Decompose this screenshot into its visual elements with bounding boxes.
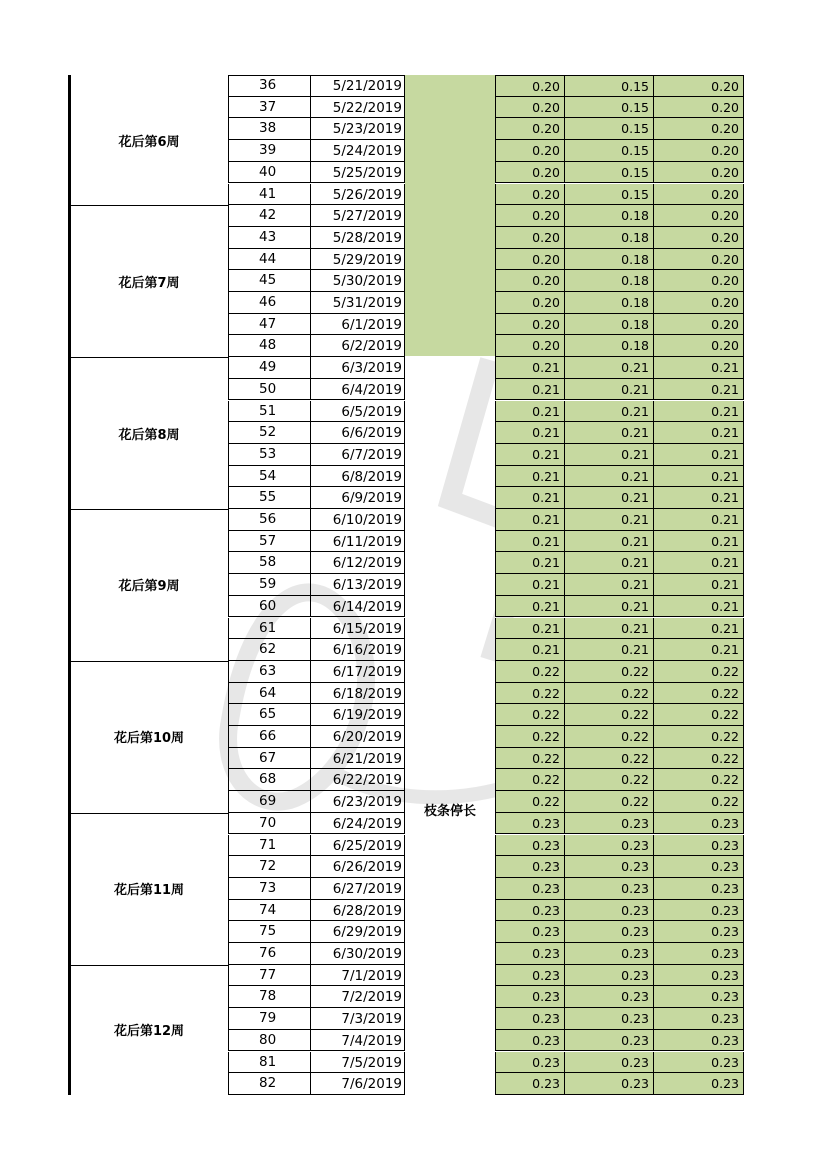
value-cell: 0.20 bbox=[495, 118, 565, 140]
date-cell: 6/22/2019 bbox=[310, 769, 405, 791]
date-cell: 7/4/2019 bbox=[310, 1030, 405, 1052]
value-cell: 0.20 bbox=[654, 249, 744, 271]
day-number: 39 bbox=[228, 140, 310, 162]
day-number: 78 bbox=[228, 986, 310, 1008]
value-cell: 0.21 bbox=[654, 379, 744, 401]
date-cell: 7/6/2019 bbox=[310, 1073, 405, 1095]
value-cell: 0.21 bbox=[654, 596, 744, 618]
value-cell: 0.23 bbox=[565, 921, 654, 943]
day-number: 38 bbox=[228, 118, 310, 140]
value-cell: 0.15 bbox=[565, 118, 654, 140]
day-number: 53 bbox=[228, 444, 310, 466]
day-number: 50 bbox=[228, 379, 310, 401]
value-cell: 0.23 bbox=[495, 943, 565, 965]
day-number: 52 bbox=[228, 422, 310, 444]
value-cell: 0.23 bbox=[495, 1008, 565, 1030]
value-cell: 0.23 bbox=[654, 1030, 744, 1052]
day-number: 74 bbox=[228, 900, 310, 922]
date-cell: 6/28/2019 bbox=[310, 900, 405, 922]
day-number: 40 bbox=[228, 162, 310, 184]
day-number: 54 bbox=[228, 466, 310, 488]
day-number: 79 bbox=[228, 1008, 310, 1030]
table-top-border bbox=[228, 75, 405, 76]
value-cell: 0.21 bbox=[495, 401, 565, 423]
day-number: 73 bbox=[228, 878, 310, 900]
day-number: 72 bbox=[228, 856, 310, 878]
value-cell: 0.23 bbox=[495, 1030, 565, 1052]
date-cell: 6/14/2019 bbox=[310, 596, 405, 618]
value-cell: 0.22 bbox=[654, 683, 744, 705]
value-cell: 0.22 bbox=[495, 769, 565, 791]
value-cell: 0.22 bbox=[565, 769, 654, 791]
value-cell: 0.21 bbox=[495, 596, 565, 618]
date-cell: 5/23/2019 bbox=[310, 118, 405, 140]
value-cell: 0.21 bbox=[565, 639, 654, 661]
value-cell: 0.21 bbox=[495, 466, 565, 488]
day-number: 70 bbox=[228, 813, 310, 835]
value-cell: 0.21 bbox=[654, 401, 744, 423]
value-cell: 0.18 bbox=[565, 314, 654, 336]
day-number: 36 bbox=[228, 75, 310, 97]
week-label: 花后第9周 bbox=[118, 579, 180, 595]
value-cell: 0.23 bbox=[495, 856, 565, 878]
value-cell: 0.21 bbox=[654, 618, 744, 640]
value-cell: 0.23 bbox=[654, 986, 744, 1008]
date-cell: 5/31/2019 bbox=[310, 292, 405, 314]
value-cell: 0.20 bbox=[495, 314, 565, 336]
day-number: 55 bbox=[228, 487, 310, 509]
date-cell: 6/4/2019 bbox=[310, 379, 405, 401]
value-cell: 0.18 bbox=[565, 205, 654, 227]
value-cell: 0.22 bbox=[565, 683, 654, 705]
value-cell: 0.15 bbox=[565, 140, 654, 162]
value-cell: 0.21 bbox=[495, 422, 565, 444]
date-cell: 6/1/2019 bbox=[310, 314, 405, 336]
value-cell: 0.22 bbox=[495, 661, 565, 683]
value-cell: 0.21 bbox=[565, 574, 654, 596]
day-number: 58 bbox=[228, 552, 310, 574]
value-cell: 0.23 bbox=[565, 813, 654, 835]
value-cell: 0.22 bbox=[495, 704, 565, 726]
day-number: 41 bbox=[228, 184, 310, 206]
value-cell: 0.22 bbox=[654, 661, 744, 683]
day-number: 80 bbox=[228, 1030, 310, 1052]
value-cell: 0.21 bbox=[495, 574, 565, 596]
day-number: 42 bbox=[228, 205, 310, 227]
value-cell: 0.21 bbox=[654, 552, 744, 574]
week-label: 花后第12周 bbox=[113, 1024, 185, 1040]
day-number: 76 bbox=[228, 943, 310, 965]
day-number: 59 bbox=[228, 574, 310, 596]
value-cell: 0.23 bbox=[654, 1052, 744, 1074]
date-cell: 6/16/2019 bbox=[310, 639, 405, 661]
value-cell: 0.22 bbox=[495, 748, 565, 770]
day-number: 68 bbox=[228, 769, 310, 791]
value-cell: 0.21 bbox=[565, 444, 654, 466]
value-cell: 0.18 bbox=[565, 227, 654, 249]
value-cell: 0.23 bbox=[654, 921, 744, 943]
value-cell: 0.22 bbox=[565, 748, 654, 770]
value-cell: 0.21 bbox=[565, 466, 654, 488]
value-cell: 0.20 bbox=[654, 292, 744, 314]
value-cell: 0.21 bbox=[654, 444, 744, 466]
value-cell: 0.22 bbox=[565, 661, 654, 683]
value-cell: 0.21 bbox=[565, 596, 654, 618]
value-cell: 0.18 bbox=[565, 292, 654, 314]
value-cell: 0.21 bbox=[565, 509, 654, 531]
value-cell: 0.20 bbox=[495, 227, 565, 249]
value-cell: 0.23 bbox=[495, 813, 565, 835]
date-cell: 5/27/2019 bbox=[310, 205, 405, 227]
date-cell: 6/29/2019 bbox=[310, 921, 405, 943]
value-cell: 0.21 bbox=[495, 379, 565, 401]
value-cell: 0.20 bbox=[654, 184, 744, 206]
date-cell: 6/23/2019 bbox=[310, 791, 405, 813]
value-cell: 0.23 bbox=[654, 965, 744, 987]
value-cell: 0.23 bbox=[654, 878, 744, 900]
value-cell: 0.23 bbox=[654, 943, 744, 965]
date-cell: 7/3/2019 bbox=[310, 1008, 405, 1030]
value-cell: 0.21 bbox=[565, 531, 654, 553]
value-cell: 0.23 bbox=[495, 1052, 565, 1074]
value-cell: 0.21 bbox=[654, 639, 744, 661]
day-number: 71 bbox=[228, 835, 310, 857]
value-cell: 0.22 bbox=[495, 791, 565, 813]
value-cell: 0.18 bbox=[565, 335, 654, 357]
day-number: 69 bbox=[228, 791, 310, 813]
value-cell: 0.21 bbox=[565, 618, 654, 640]
left-border bbox=[68, 75, 71, 1095]
value-cell: 0.20 bbox=[654, 97, 744, 119]
value-cell: 0.23 bbox=[565, 986, 654, 1008]
day-number: 60 bbox=[228, 596, 310, 618]
date-cell: 7/5/2019 bbox=[310, 1052, 405, 1074]
date-cell: 5/24/2019 bbox=[310, 140, 405, 162]
value-cell: 0.23 bbox=[654, 856, 744, 878]
value-cell: 0.20 bbox=[495, 249, 565, 271]
value-cell: 0.21 bbox=[654, 509, 744, 531]
value-cell: 0.21 bbox=[495, 357, 565, 379]
week-label: 花后第11周 bbox=[113, 883, 185, 899]
value-cell: 0.23 bbox=[654, 1008, 744, 1030]
value-cell: 0.20 bbox=[495, 270, 565, 292]
value-cell: 0.20 bbox=[654, 335, 744, 357]
date-cell: 6/17/2019 bbox=[310, 661, 405, 683]
value-cell: 0.23 bbox=[495, 1073, 565, 1095]
date-cell: 6/27/2019 bbox=[310, 878, 405, 900]
day-number: 37 bbox=[228, 97, 310, 119]
day-number: 44 bbox=[228, 249, 310, 271]
value-cell: 0.18 bbox=[565, 270, 654, 292]
date-cell: 7/1/2019 bbox=[310, 965, 405, 987]
date-cell: 6/13/2019 bbox=[310, 574, 405, 596]
value-cell: 0.23 bbox=[565, 900, 654, 922]
date-cell: 5/25/2019 bbox=[310, 162, 405, 184]
day-number: 57 bbox=[228, 531, 310, 553]
value-cell: 0.21 bbox=[565, 357, 654, 379]
value-cell: 0.23 bbox=[495, 878, 565, 900]
day-number: 56 bbox=[228, 509, 310, 531]
date-cell: 6/10/2019 bbox=[310, 509, 405, 531]
value-cell: 0.21 bbox=[495, 509, 565, 531]
value-cell: 0.21 bbox=[565, 379, 654, 401]
day-number: 64 bbox=[228, 683, 310, 705]
value-cell: 0.20 bbox=[654, 205, 744, 227]
week-label: 花后第8周 bbox=[118, 427, 180, 443]
date-cell: 6/20/2019 bbox=[310, 726, 405, 748]
value-cell: 0.20 bbox=[495, 97, 565, 119]
day-number: 61 bbox=[228, 618, 310, 640]
value-cell: 0.23 bbox=[654, 1073, 744, 1095]
stage-label: 枝条停长 bbox=[423, 804, 476, 819]
day-number: 67 bbox=[228, 748, 310, 770]
day-number: 81 bbox=[228, 1052, 310, 1074]
date-cell: 6/25/2019 bbox=[310, 835, 405, 857]
date-cell: 6/2/2019 bbox=[310, 335, 405, 357]
stage-highlight bbox=[405, 75, 495, 356]
date-cell: 6/26/2019 bbox=[310, 856, 405, 878]
date-cell: 6/3/2019 bbox=[310, 357, 405, 379]
day-number: 45 bbox=[228, 270, 310, 292]
value-cell: 0.21 bbox=[565, 487, 654, 509]
value-cell: 0.20 bbox=[495, 205, 565, 227]
value-cell: 0.23 bbox=[495, 835, 565, 857]
value-cell: 0.23 bbox=[495, 900, 565, 922]
value-cell: 0.20 bbox=[654, 162, 744, 184]
date-cell: 5/30/2019 bbox=[310, 270, 405, 292]
value-cell: 0.21 bbox=[654, 487, 744, 509]
date-cell: 5/21/2019 bbox=[310, 75, 405, 97]
date-cell: 5/26/2019 bbox=[310, 184, 405, 206]
value-cell: 0.23 bbox=[495, 921, 565, 943]
day-number: 51 bbox=[228, 401, 310, 423]
value-cell: 0.23 bbox=[654, 900, 744, 922]
value-cell: 0.20 bbox=[495, 162, 565, 184]
value-cell: 0.23 bbox=[565, 1073, 654, 1095]
day-number: 47 bbox=[228, 314, 310, 336]
value-cell: 0.20 bbox=[495, 292, 565, 314]
value-cell: 0.21 bbox=[565, 422, 654, 444]
value-cell: 0.22 bbox=[495, 683, 565, 705]
value-cell: 0.20 bbox=[654, 75, 744, 97]
day-number: 48 bbox=[228, 335, 310, 357]
value-cell: 0.23 bbox=[565, 1008, 654, 1030]
value-cell: 0.23 bbox=[565, 835, 654, 857]
value-cell: 0.20 bbox=[495, 140, 565, 162]
date-cell: 6/11/2019 bbox=[310, 531, 405, 553]
value-cell: 0.20 bbox=[654, 314, 744, 336]
date-cell: 6/5/2019 bbox=[310, 401, 405, 423]
value-cell: 0.22 bbox=[565, 704, 654, 726]
value-cell: 0.22 bbox=[654, 769, 744, 791]
date-cell: 7/2/2019 bbox=[310, 986, 405, 1008]
value-cell: 0.23 bbox=[495, 986, 565, 1008]
day-number: 75 bbox=[228, 921, 310, 943]
value-cell: 0.18 bbox=[565, 249, 654, 271]
value-cell: 0.21 bbox=[654, 574, 744, 596]
date-cell: 5/28/2019 bbox=[310, 227, 405, 249]
value-cell: 0.23 bbox=[654, 835, 744, 857]
day-number: 77 bbox=[228, 965, 310, 987]
value-cell: 0.21 bbox=[495, 531, 565, 553]
value-cell: 0.22 bbox=[654, 704, 744, 726]
value-cell: 0.20 bbox=[654, 140, 744, 162]
date-cell: 6/15/2019 bbox=[310, 618, 405, 640]
date-cell: 6/19/2019 bbox=[310, 704, 405, 726]
week-label: 花后第6周 bbox=[118, 134, 180, 150]
value-cell: 0.15 bbox=[565, 162, 654, 184]
value-cell: 0.21 bbox=[495, 552, 565, 574]
value-cell: 0.20 bbox=[495, 184, 565, 206]
date-cell: 5/29/2019 bbox=[310, 249, 405, 271]
day-number: 63 bbox=[228, 661, 310, 683]
value-cell: 0.21 bbox=[495, 639, 565, 661]
day-number: 65 bbox=[228, 704, 310, 726]
value-cell: 0.23 bbox=[565, 856, 654, 878]
value-cell: 0.20 bbox=[495, 75, 565, 97]
value-cell: 0.21 bbox=[654, 357, 744, 379]
date-cell: 5/22/2019 bbox=[310, 97, 405, 119]
week-label: 花后第7周 bbox=[118, 275, 180, 291]
value-cell: 0.22 bbox=[565, 791, 654, 813]
value-cell: 0.21 bbox=[565, 401, 654, 423]
value-cell: 0.15 bbox=[565, 184, 654, 206]
date-cell: 6/6/2019 bbox=[310, 422, 405, 444]
value-cell: 0.23 bbox=[565, 1030, 654, 1052]
value-cell: 0.23 bbox=[565, 965, 654, 987]
value-cell: 0.22 bbox=[495, 726, 565, 748]
day-number: 62 bbox=[228, 639, 310, 661]
value-cell: 0.22 bbox=[654, 791, 744, 813]
value-cell: 0.20 bbox=[495, 335, 565, 357]
value-cell: 0.15 bbox=[565, 97, 654, 119]
value-cell: 0.15 bbox=[565, 75, 654, 97]
value-cell: 0.23 bbox=[654, 813, 744, 835]
value-cell: 0.23 bbox=[495, 965, 565, 987]
day-number: 46 bbox=[228, 292, 310, 314]
value-cell: 0.20 bbox=[654, 118, 744, 140]
value-cell: 0.21 bbox=[495, 444, 565, 466]
value-cell: 0.20 bbox=[654, 270, 744, 292]
date-cell: 6/24/2019 bbox=[310, 813, 405, 835]
date-cell: 6/8/2019 bbox=[310, 466, 405, 488]
value-cell: 0.23 bbox=[565, 943, 654, 965]
value-cell: 0.22 bbox=[654, 726, 744, 748]
value-cell: 0.23 bbox=[565, 1052, 654, 1074]
value-cell: 0.20 bbox=[654, 227, 744, 249]
value-cell: 0.21 bbox=[654, 466, 744, 488]
day-number: 82 bbox=[228, 1073, 310, 1095]
date-cell: 6/7/2019 bbox=[310, 444, 405, 466]
date-cell: 6/12/2019 bbox=[310, 552, 405, 574]
value-cell: 0.21 bbox=[565, 552, 654, 574]
value-cell: 0.22 bbox=[565, 726, 654, 748]
day-number: 43 bbox=[228, 227, 310, 249]
value-cell: 0.21 bbox=[654, 531, 744, 553]
week-label: 花后第10周 bbox=[113, 731, 185, 747]
value-cell: 0.21 bbox=[654, 422, 744, 444]
value-cell: 0.22 bbox=[654, 748, 744, 770]
date-cell: 6/30/2019 bbox=[310, 943, 405, 965]
day-number: 66 bbox=[228, 726, 310, 748]
date-cell: 6/18/2019 bbox=[310, 683, 405, 705]
value-cell: 0.21 bbox=[495, 618, 565, 640]
date-cell: 6/21/2019 bbox=[310, 748, 405, 770]
value-cell: 0.21 bbox=[495, 487, 565, 509]
date-cell: 6/9/2019 bbox=[310, 487, 405, 509]
value-cell: 0.23 bbox=[565, 878, 654, 900]
day-number: 49 bbox=[228, 357, 310, 379]
